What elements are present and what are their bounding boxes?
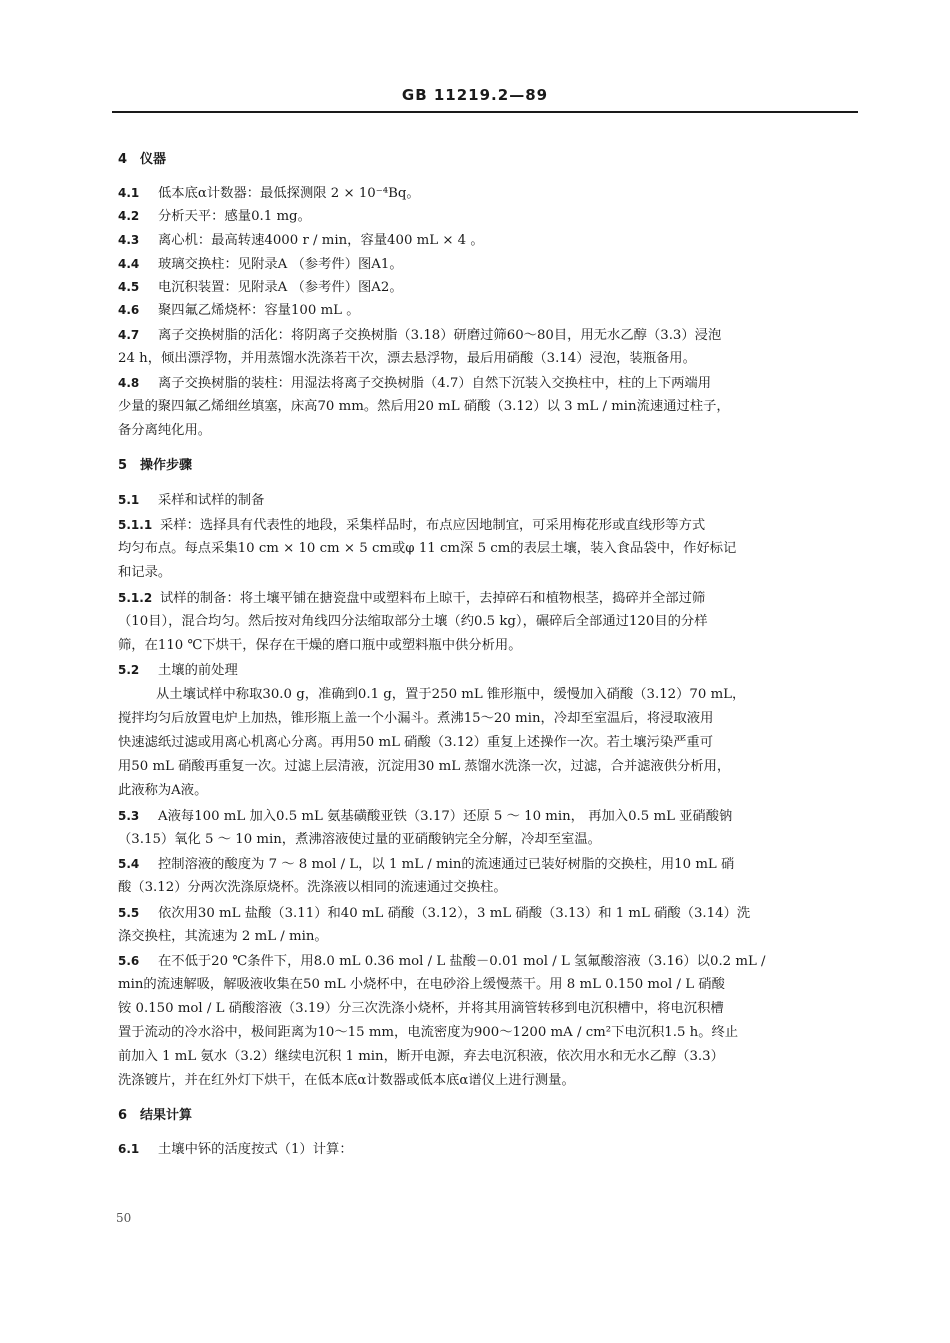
item-5-2-para: 用50 mL 硝酸再重复一次。过滤上层清液，沉淀用30 mL 蒸馏水洗涤一次，过滤，合并滤液供分析用， — [118, 759, 731, 774]
item-4-5: 4.5 电沉积装置：见附录A （参考件）图A2。 — [118, 280, 403, 295]
item-4-4: 4.4 玻璃交换柱：见附录A （参考件）图A1。 — [118, 257, 403, 272]
item-5-1-1-cont: 均匀布点。每点采集10 cm × 10 cm × 5 cm或φ 11 cm深 5 cm的表层土壤，装入食品袋中，作好标记 — [118, 541, 737, 556]
item-5-1-2: 5.1.2 试样的制备：将土壤平铺在搪瓷盘中或塑料布上晾干，去掉碎石和植物根茎，捣碎并全部过筛 — [118, 591, 706, 606]
item-5-6-cont: 置于流动的冷水浴中，极间距离为10～15 mm，电流密度为900～1200 mA / cm²下电沉积1.5 h。终止 — [118, 1025, 739, 1040]
item-5-2-para: 快速滤纸过滤或用离心机离心分离。再用50 mL 硝酸（3.12）重复上述操作一次。若土壤污染严重可 — [118, 735, 713, 750]
item-5-2: 5.2 土壤的前处理 — [118, 663, 238, 678]
item-5-5-cont: 涤交换柱，其流速为 2 mL / min。 — [118, 929, 328, 944]
item-4-8-cont: 少量的聚四氟乙烯细丝填塞，床高70 mm。然后用20 mL 硝酸（3.12）以 3 mL / min流速通过柱子， — [118, 399, 730, 414]
standard-number-header: GB 11219.2—89 — [401, 86, 549, 104]
item-5-3-cont: （3.15）氧化 5 ～ 10 min，煮沸溶液使过量的亚硝酸钠完全分解，冷却至室温。 — [118, 832, 601, 847]
item-5-1-2-cont: （10目），混合均匀。然后按对角线四分法缩取部分土壤（约0.5 kg），碾碎后全部通过120目的分样 — [118, 614, 708, 629]
item-5-3: 5.3 A液每100 mL 加入0.5 mL 氨基磺酸亚铁（3.17）还原 5 ～ 10 min， 再加入0.5 mL 亚硝酸钠 — [118, 809, 733, 824]
item-5-1-1: 5.1.1 采样：选择具有代表性的地段，采集样品时，布点应因地制宜，可采用梅花形或直线形等方式 — [118, 518, 706, 533]
page-number: 50 — [116, 1211, 132, 1225]
item-6-1: 6.1 土壤中钚的活度按式（1）计算： — [118, 1142, 353, 1157]
item-5-1-1-cont: 和记录。 — [118, 565, 172, 580]
item-4-1: 4.1 低本底α计数器：最低探测限 2 × 10⁻⁴Bq。 — [118, 186, 420, 201]
item-4-8-cont: 备分离纯化用。 — [118, 423, 212, 438]
item-5-1: 5.1 采样和试样的制备 — [118, 493, 265, 508]
section-6-heading: 6 结果计算 — [118, 1108, 193, 1123]
item-4-6: 4.6 聚四氟乙烯烧杯：容量100 mL 。 — [118, 303, 360, 318]
item-5-6-cont: 前加入 1 mL 氨水（3.2）继续电沉积 1 min，断开电源，弃去电沉积液，依次用水和无水乙醇（3.3） — [118, 1049, 724, 1064]
item-5-4-cont: 酸（3.12）分两次洗涤原烧杯。洗涤液以相同的流速通过交换柱。 — [118, 880, 507, 895]
item-4-7-cont: 24 h，倾出漂浮物，并用蒸馏水洗涤若干次，漂去悬浮物，最后用硝酸（3.14）浸泡，装瓶备用。 — [118, 351, 696, 366]
section-4-heading: 4 仪器 — [118, 152, 167, 167]
item-4-3: 4.3 离心机：最高转速4000 r / min，容量400 mL × 4 。 — [118, 233, 484, 248]
item-5-5: 5.5 依次用30 mL 盐酸（3.11）和40 mL 硝酸（3.12），3 mL 硝酸（3.13）和 1 mL 硝酸（3.14）洗 — [118, 906, 751, 921]
item-4-7: 4.7 离子交换树脂的活化：将阴离子交换树脂（3.18）研磨过筛60～80目，用无水乙醇（3.3）浸泡 — [118, 328, 722, 343]
item-5-2-para: 搅拌均匀后放置电炉上加热，锥形瓶上盖一个小漏斗。煮沸15～20 min，冷却至室温后，将浸取液用 — [118, 711, 714, 726]
header-rule — [112, 111, 858, 113]
item-5-2-para: 从土壤试样中称取30.0 g，准确到0.1 g，置于250 mL 锥形瓶中，缓慢加入硝酸（3.12）70 mL， — [156, 687, 746, 702]
item-5-6-cont: min的流速解吸，解吸液收集在50 mL 小烧杯中，在电砂浴上缓慢蒸干。用 8 mL 0.150 mol / L 硝酸 — [118, 977, 725, 992]
item-5-6: 5.6 在不低于20 ℃条件下，用8.0 mL 0.36 mol / L 盐酸－0.01 mol / L 氢氟酸溶液（3.16）以0.2 mL / — [118, 954, 766, 969]
item-4-8: 4.8 离子交换树脂的装柱：用湿法将离子交换树脂（4.7）自然下沉装入交换柱中，柱的上下两端用 — [118, 376, 712, 391]
item-4-2: 4.2 分析天平：感量0.1 mg。 — [118, 209, 311, 224]
item-5-2-para: 此液称为A液。 — [118, 783, 208, 798]
section-5-heading: 5 操作步骤 — [118, 458, 193, 473]
item-5-6-cont: 洗涤镀片，并在红外灯下烘干，在低本底α计数器或低本底α谱仪上进行测量。 — [118, 1073, 575, 1088]
item-5-1-2-cont: 筛，在110 ℃下烘干，保存在干燥的磨口瓶中或塑料瓶中供分析用。 — [118, 638, 522, 653]
item-5-4: 5.4 控制溶液的酸度为 7 ～ 8 mol / L，以 1 mL / min的流速通过已装好树脂的交换柱，用10 mL 硝 — [118, 857, 735, 872]
item-5-6-cont: 铵 0.150 mol / L 硝酸溶液（3.19）分三次洗涤小烧杯，并将其用滴管转移到电沉积槽中，将电沉积槽 — [118, 1001, 724, 1016]
